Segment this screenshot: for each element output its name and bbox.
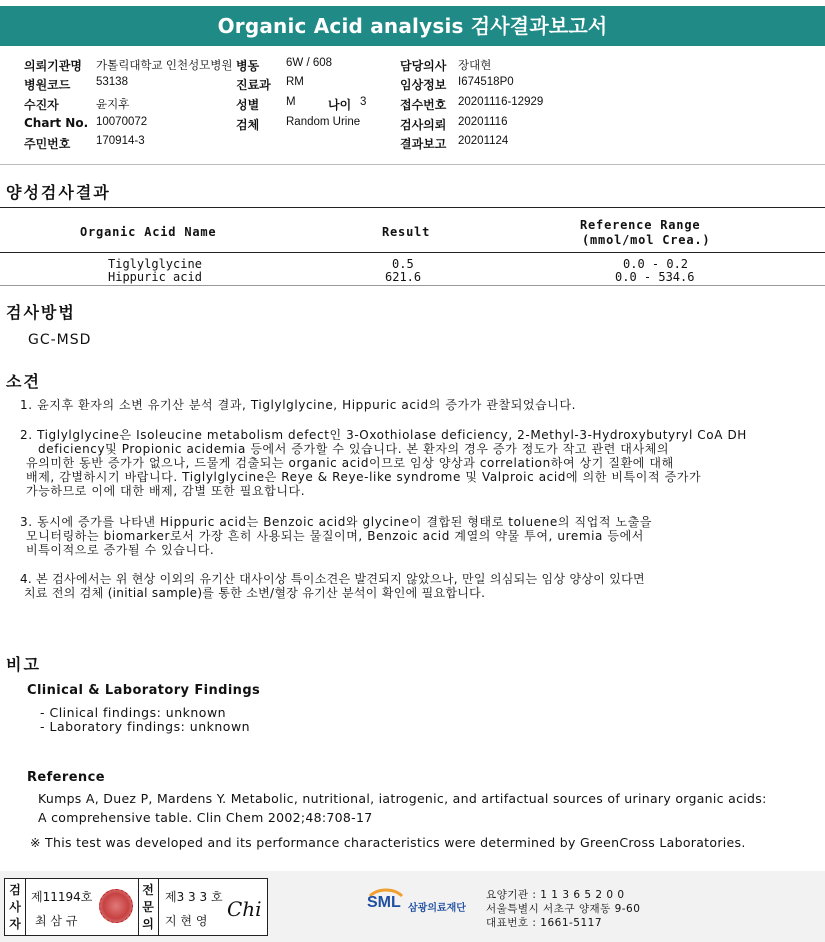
opinion-section-title: 소견 <box>6 372 41 391</box>
hospital-label: 의뢰기관명 <box>24 59 82 73</box>
table-header-rule <box>0 252 825 253</box>
chart-label: Chart No. <box>24 116 89 130</box>
specialist-license: 제3 3 3 호 <box>165 890 223 904</box>
request-label: 검사의뢰 <box>400 118 447 132</box>
dept-value: RM <box>286 76 304 88</box>
resident-label: 주민번호 <box>24 137 71 151</box>
sml-logo-text: SML <box>367 894 401 911</box>
reference-line: Kumps A, Duez P, Mardens Y. Metabolic, nutritional, iatrogenic, and artifactual sources of urinary organic acids: <box>38 791 767 806</box>
divider <box>0 164 825 165</box>
ward-value: 6W / 608 <box>286 57 333 69</box>
opinion-paragraph: 1. 윤지후 환자의 소변 유기산 분석 결과, Tiglylglycine, Hippuric acid의 증가가 관찰되었습니다. <box>20 398 577 412</box>
specialist-name: 지 현 영 <box>165 914 208 928</box>
resident-value: 170914-3 <box>96 135 145 147</box>
specimen-value: Random Urine <box>286 116 361 128</box>
paragraph-line: 유의미한 동반 증가가 없으나, 드물게 검출되는 organic acid이므로 임상 양상과 correlation하여 상기 질환에 대해 <box>26 456 674 470</box>
footer <box>0 871 825 942</box>
sex-label: 성별 <box>236 98 260 112</box>
examinee-label: 수진자 <box>24 98 59 112</box>
doctor-label: 담당의사 <box>400 59 447 73</box>
table-cell-result: 621.6 <box>385 270 422 284</box>
request-value: 20201116 <box>458 116 508 128</box>
signature-box <box>4 878 268 936</box>
laboratory-findings: - Laboratory findings: unknown <box>40 719 251 734</box>
signature: Chi <box>227 897 262 921</box>
method-section-title: 검사방법 <box>6 303 76 322</box>
clinical-label: 임상정보 <box>400 78 447 92</box>
col-reference-range: Reference Range <box>580 218 701 232</box>
receipt-value: 20201116-12929 <box>458 96 544 108</box>
reference-line: A comprehensive table. Clin Chem 2002;48:708-17 <box>38 810 373 825</box>
sex-value: M <box>286 96 296 108</box>
report-label: 결과보고 <box>400 137 447 151</box>
opinion-paragraph <box>20 428 820 498</box>
char: 문 <box>142 900 154 914</box>
table-top-rule <box>0 207 825 208</box>
paragraph-line: 2. Tiglylglycine은 Isoleucine metabolism defect인 3-Oxothiolase deficiency, 2-Methyl-3-Hydroxybutyryl CoA DH <box>20 428 747 442</box>
divider <box>158 879 159 935</box>
table-cell-ref: 0.0 - 534.6 <box>615 270 695 284</box>
char: 의 <box>142 917 154 931</box>
seal-stamp <box>99 889 133 923</box>
col-reference-unit: (mmol/mol Crea.) <box>582 233 711 247</box>
char: 자 <box>9 917 21 931</box>
hospital-value: 가톨릭대학교 인천성모병원 <box>96 60 233 72</box>
ward-label: 병동 <box>236 59 260 73</box>
method-value: GC-MSD <box>28 332 92 348</box>
patient-info <box>0 56 825 166</box>
hospital-code-label: 병원코드 <box>24 78 71 92</box>
findings-title: Clinical & Laboratory Findings <box>27 683 261 698</box>
phone: 대표번호 : 1661-5117 <box>486 917 603 929</box>
paragraph-line: 배제, 감별하시기 바랍니다. Tiglylglycine은 Reye & Reye-like syndrome 및 Valproic acid에 의한 비특이적 증가가 <box>26 470 702 484</box>
inspector-name: 최 삼 규 <box>35 914 78 928</box>
report-title: Organic Acid analysis 검사결과보고서 <box>0 6 825 46</box>
paragraph-line: 비특이적으로 증가될 수 있습니다. <box>26 543 215 557</box>
paragraph-line: 치료 전의 검체 (initial sample)를 통한 소변/혈장 유기산 분석이 확인에 필요합니다. <box>24 586 486 600</box>
divider <box>25 879 26 935</box>
lab-note: ※ This test was developed and its performance characteristics were determined by GreenCross Laboratories. <box>30 835 746 850</box>
table-cell-name: Tiglylglycine <box>108 257 202 271</box>
stamp-vertical-label <box>140 882 156 933</box>
char: 검 <box>9 883 21 897</box>
doctor-value: 장대현 <box>458 60 492 72</box>
paragraph-line: 가능하므로 이에 대한 배제, 감별 또한 필요합니다. <box>26 484 306 498</box>
table-cell-ref: 0.0 - 0.2 <box>623 257 689 271</box>
specimen-label: 검체 <box>236 118 260 132</box>
opinion-paragraph <box>20 572 820 600</box>
stamp-vertical-label <box>7 882 23 933</box>
paragraph-line: 모니터링하는 biomarker로서 가장 흔히 사용되는 물질이며, Benzoic acid 계열의 약물 투여, uremia 등에서 <box>26 529 645 543</box>
clinical-value: I674518P0 <box>458 76 514 88</box>
divider <box>138 879 139 935</box>
col-organic-acid-name: Organic Acid Name <box>80 225 217 239</box>
opinion-paragraph <box>20 515 820 557</box>
age-label: 나이 <box>328 98 352 112</box>
col-result: Result <box>382 225 431 239</box>
clinical-findings: - Clinical findings: unknown <box>40 705 227 720</box>
address: 서울특별시 서초구 양재동 9-60 <box>486 903 641 915</box>
table-cell-name: Hippuric acid <box>108 270 202 284</box>
examinee-value: 윤지후 <box>96 99 130 111</box>
char: 전 <box>142 883 154 897</box>
paragraph-line: deficiency및 Propionic acidemia 등에서 증가할 수 있습니다. 본 환자의 경우 증가 정도가 작고 관련 대사체의 <box>38 442 670 456</box>
age-value: 3 <box>360 96 367 108</box>
char: 사 <box>9 900 21 914</box>
receipt-label: 접수번호 <box>400 98 447 112</box>
report-value: 20201124 <box>458 135 509 147</box>
hospital-code-value: 53138 <box>96 76 128 88</box>
inspector-license: 제11194호 <box>31 890 93 904</box>
paragraph-line: 3. 동시에 증가를 나타낸 Hippuric acid는 Benzoic acid와 glycine이 결합된 형태로 toluene의 직업적 노출을 <box>20 515 653 529</box>
positive-section-title: 양성검사결과 <box>6 183 111 202</box>
organization-name: 삼광의료재단 <box>408 903 466 914</box>
paragraph-line: 4. 본 검사에서는 위 현상 이외의 유기산 대사이상 특이소견은 발견되지 않았으나, 만일 의심되는 임상 양상이 있다면 <box>20 572 645 586</box>
table-cell-result: 0.5 <box>392 257 414 271</box>
remarks-section-title: 비고 <box>6 655 41 674</box>
dept-label: 진료과 <box>236 78 271 92</box>
table-bottom-rule <box>0 285 825 286</box>
care-institution-number: 요양기관 : 1 1 3 6 5 2 0 0 <box>486 889 625 901</box>
chart-value: 10070072 <box>96 116 148 128</box>
reference-title: Reference <box>27 770 105 785</box>
